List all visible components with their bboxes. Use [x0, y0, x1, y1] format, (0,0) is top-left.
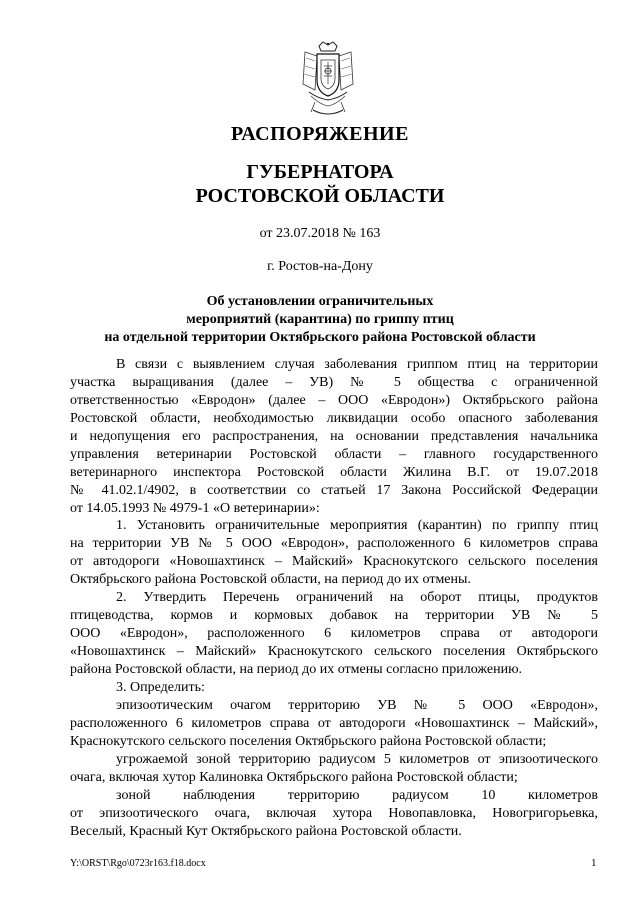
issuer-line-2: РОСТОВСКОЙ ОБЛАСТИ — [195, 185, 445, 207]
subject-line-1: Об установлении ограничительных — [206, 294, 434, 309]
issuer-heading — [0, 160, 640, 208]
coat-of-arms-icon — [297, 40, 359, 118]
city-line: г. Ростов-на-Дону — [267, 259, 373, 274]
item-1-line: 1. Установить ограничительные мероприятия (карантин) по гриппу птиц — [116, 518, 598, 533]
item-3-threat-zone-line: угрожаемой зоной территорию радиусом 5 километров от эпизоотического — [116, 752, 598, 767]
preamble-line: Ростовской области, необходимостью ликвидации особо опасного заболевания — [70, 411, 598, 426]
preamble-line: ветеринарного инспектора Ростовской области Жилина В.Г. от 19.07.2018 — [70, 465, 598, 480]
subject-line-3: на отдельной территории Октябрьского района Ростовской области — [104, 330, 536, 345]
document-subject — [0, 293, 640, 347]
item-2-line: «Новошахтинск – Майский» Краснокутского сельского поселения Октябрьского — [70, 644, 598, 659]
issuer-line-1: ГУБЕРНАТОРА — [246, 161, 394, 183]
item-2-line: ООО «Евродон», расположенного 6 километров справа от автодороги — [70, 626, 598, 641]
item-3-observation-zone-line: зоной наблюдения территорию радиусом 10 километров — [116, 788, 598, 803]
item-3-threat-zone-line: очага, включая хутор Калиновка Октябрьского района Ростовской области; — [70, 770, 518, 785]
subject-line-2: мероприятий (карантина) по гриппу птиц — [186, 312, 454, 327]
preamble-paragraph — [70, 356, 598, 518]
item-3-focus-line: Краснокутского сельского поселения Октябрьского района Ростовской области; — [70, 734, 547, 749]
item-3-focus-line: эпизоотическим очагом территорию УВ № 5 ООО «Евродон», — [116, 698, 598, 713]
item-3-line: 3. Определить: — [116, 680, 205, 695]
preamble-line: и недопущения его распространения, на основании представления начальника — [70, 429, 598, 444]
preamble-line: В связи с выявлением случая заболевания гриппом птиц на территории — [116, 357, 598, 372]
document-type-heading: РАСПОРЯЖЕНИЕ — [231, 123, 409, 145]
item-1-line: Октябрьского района Ростовской области, на период до их отмены. — [70, 572, 471, 587]
resolution-items — [70, 517, 598, 841]
item-2-line: птицеводства, кормов и кормовых добавок на территории УВ № 5 — [70, 608, 598, 623]
item-1-line: на территории УВ № 5 ООО «Евродон», расположенного 6 километров справа — [70, 536, 598, 551]
item-2-line: 2. Утвердить Перечень ограничений на оборот птицы, продуктов — [116, 590, 598, 605]
date-number-line: от 23.07.2018 № 163 — [259, 226, 381, 241]
page-number: 1 — [591, 857, 597, 869]
item-3-observation-zone-line: Веселый, Красный Кут Октябрьского района Ростовской области. — [70, 824, 462, 839]
item-3-observation-zone-line: от эпизоотического очага, включая хутора Новопавловка, Новогригорьевка, — [70, 806, 598, 821]
file-path-footer: Y:\ORST\Rgo\0723r163.f18.docx — [70, 858, 206, 869]
item-2-line: района Ростовской области, на период до их отмены согласно приложению. — [70, 662, 523, 677]
preamble-line: управления ветеринарии Ростовской области – главного государственного — [70, 447, 598, 462]
preamble-line: ответственностью «Евродон» (далее – ООО «Евродон») Октябрьского района — [70, 393, 598, 408]
item-1-line: от автодороги «Новошахтинск – Майский» Краснокутского сельского поселения — [70, 554, 598, 569]
preamble-line: № 41.02.1/4902, в соответствии со статьей 17 Закона Российской Федерации — [70, 483, 598, 498]
preamble-line: от 14.05.1993 № 4979-1 «О ветеринарии»: — [70, 501, 320, 516]
preamble-line: участка выращивания (далее – УВ) № 5 общества с ограниченной — [70, 375, 598, 390]
item-3-focus-line: расположенного 6 километров справа от автодороги «Новошахтинск – Майский», — [70, 716, 598, 731]
